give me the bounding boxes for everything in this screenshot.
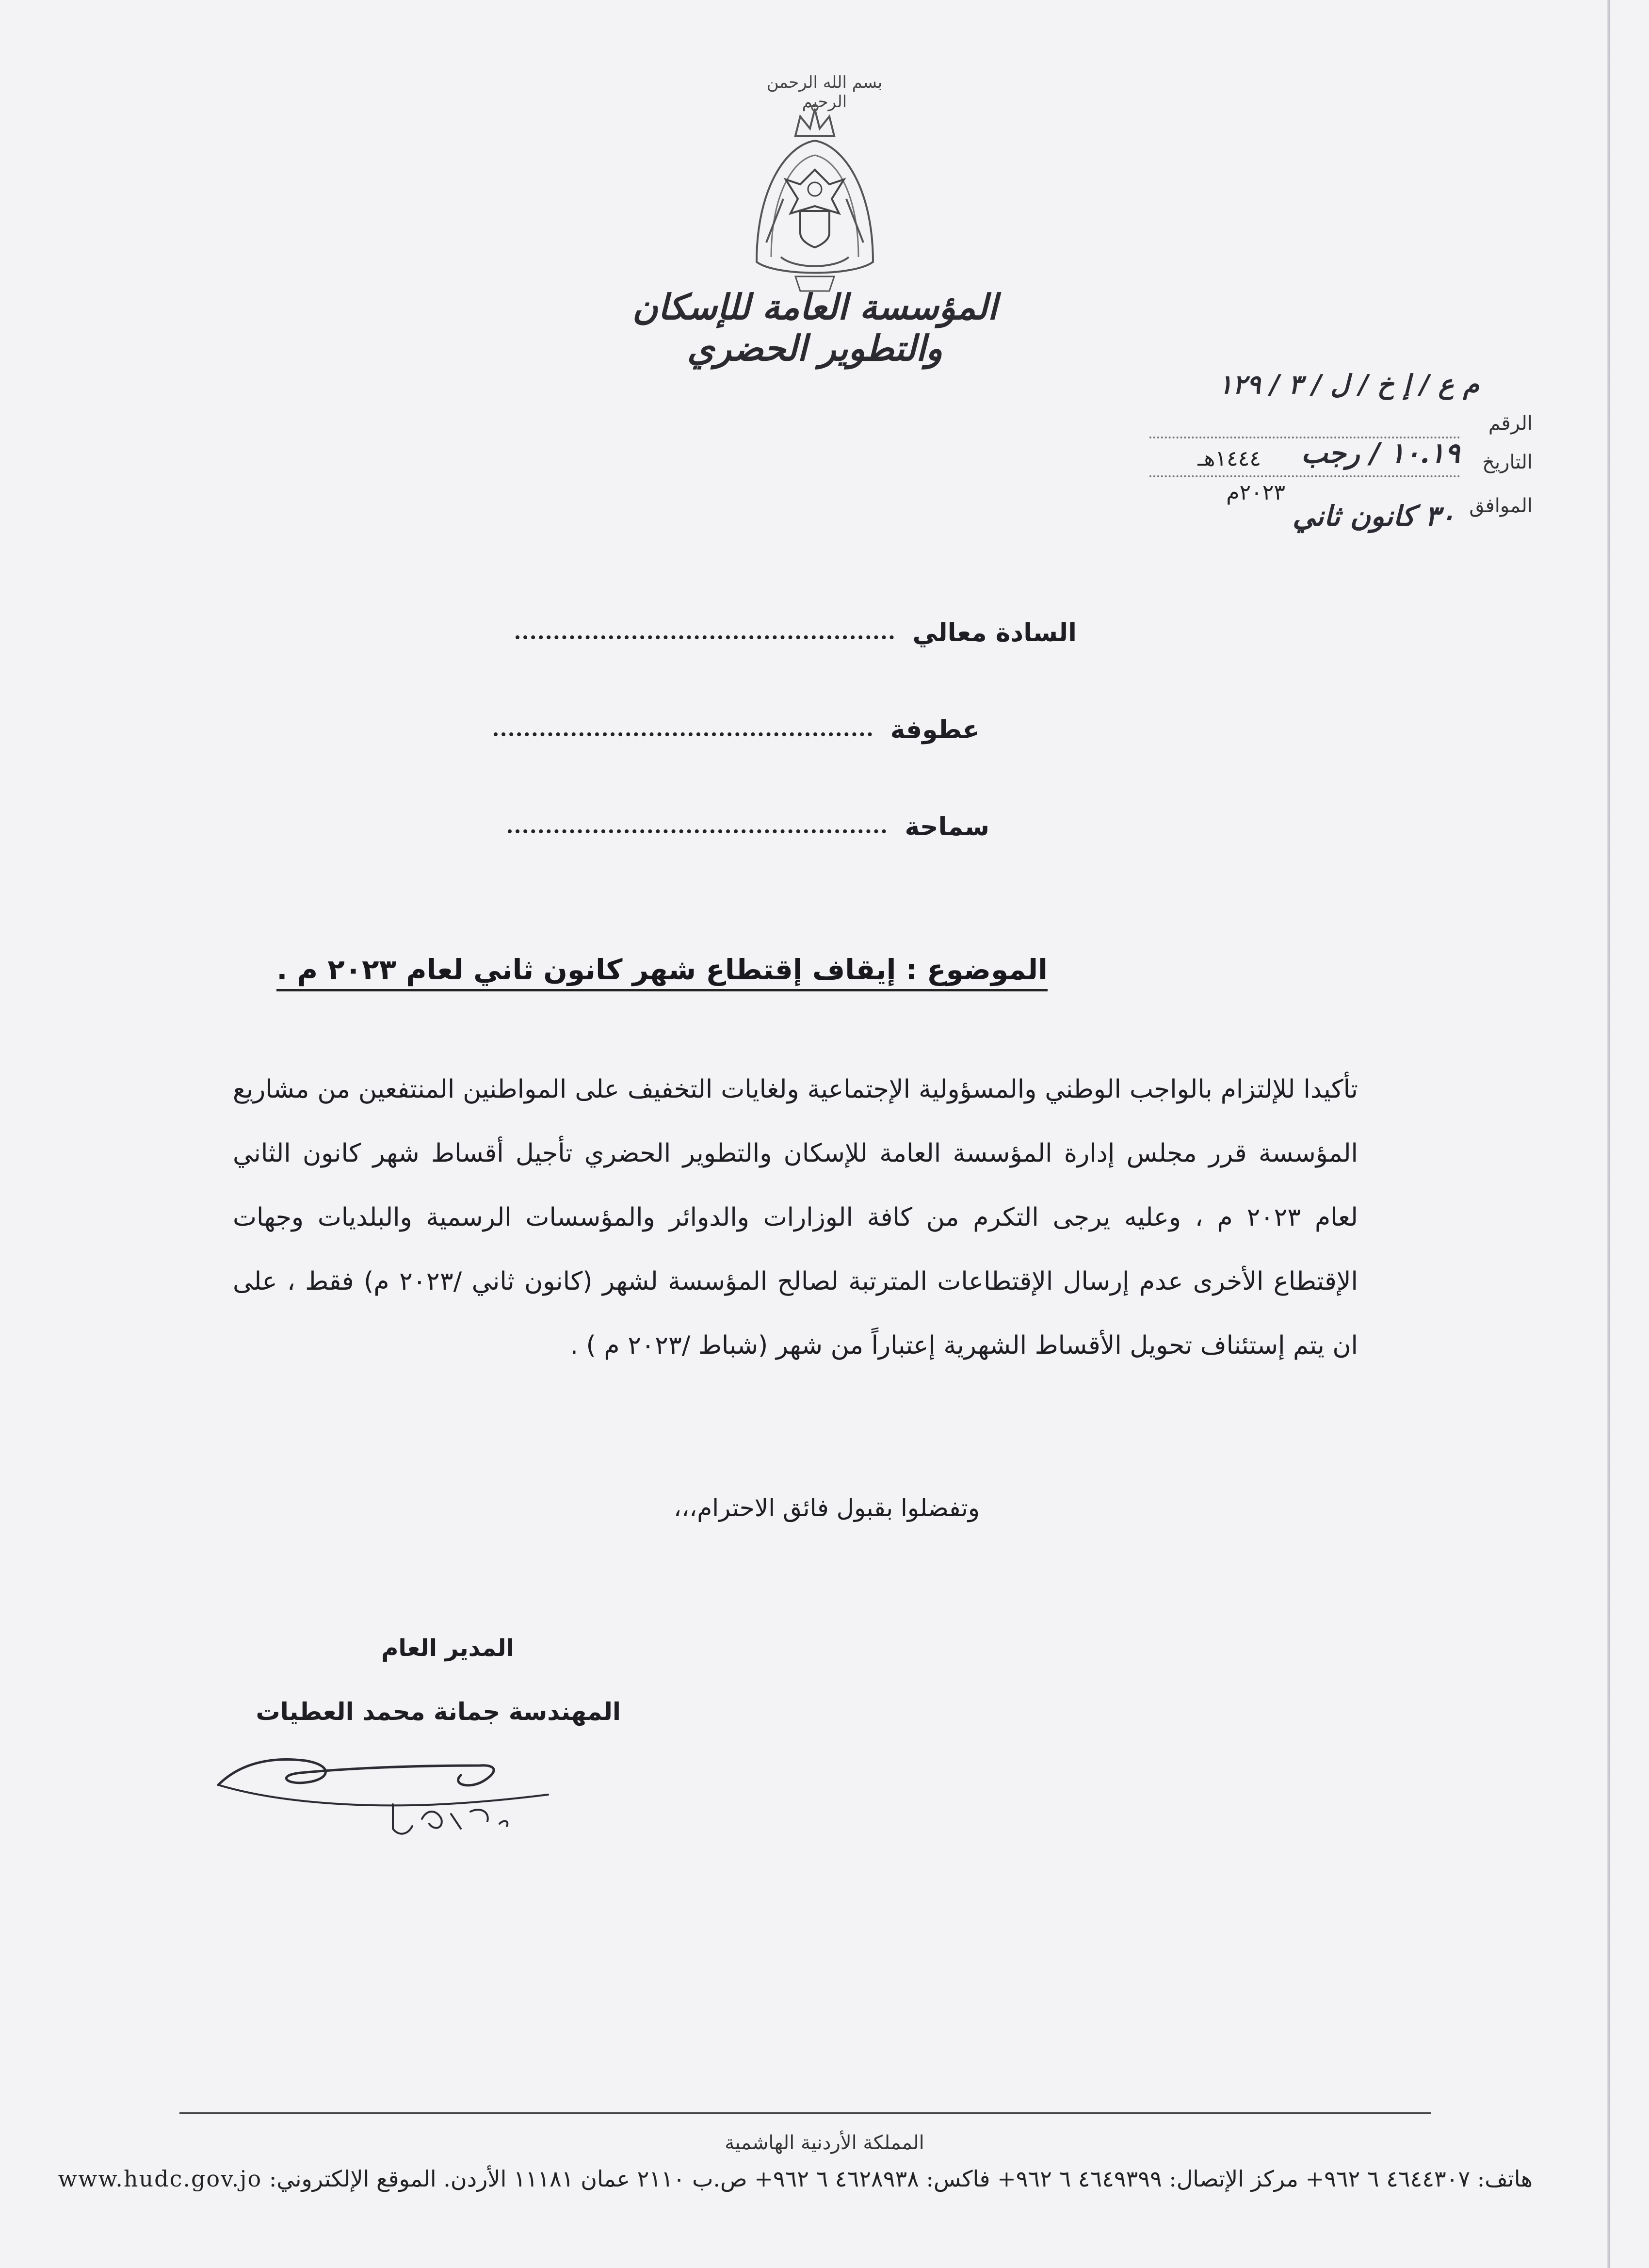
footer-rule: [179, 2112, 1431, 2114]
gregorian-date-row: [1135, 480, 1533, 533]
footer-country: المملكة الأردنية الهاشمية: [725, 2132, 924, 2154]
organization-name: المؤسسة العامة للإسكان والتطوير الحضري: [632, 286, 998, 369]
basmala: بسم الله الرحمن الرحيم: [766, 73, 883, 112]
reference-number-value: م ع / إ خ / ل / ٣ / ١٢٩: [1218, 369, 1479, 400]
page-edge: [1607, 0, 1610, 2268]
addressee-3: [359, 812, 989, 842]
date-hijri-suffix: ١٤٤٤هـ: [1197, 446, 1261, 471]
addressee-dots-2: [494, 732, 872, 736]
closing-line: وتفضلوا بقبول فائق الاحترام،،،: [673, 1494, 980, 1522]
footer-contact: [58, 2166, 1533, 2192]
date-hijri-handwritten: ١٠.١٩ / رجب: [1301, 437, 1460, 470]
date-gregorian-suffix: ٢٠٢٣م: [1226, 480, 1285, 505]
letter-body: تأكيدا للإلتزام بالواجب الوطني والمسؤولية الإجتماعية ولغايات التخفيف على المواطنين المنتفعين من مشاريع المؤسسة قرر مجلس إدارة المؤسسة العامة للإسكان والتطوير الحضري تأجيل أقساط شهر كانون الثاني لعام ٢٠٢٣ م ، وعليه يرجى التكرم من كافة الوزارات والدوائر والمؤسسات الرسمية والبلديات وجهات الإقتطاع الأخرى عدم إرسال الإقتطاعات المترتبة لصالح المؤسسة لشهر (كانون ثاني /٢٠٢٣ م) فقط ، على ان يتم إستئناف تحويل الأقساط الشهرية إعتباراً من شهر (شباط /٢٠٢٣ م ) .: [233, 1075, 1358, 1360]
addressee-1: [446, 618, 1077, 648]
signatory-title: المدير العام: [381, 1635, 514, 1662]
addressee-dots-1: [516, 635, 894, 639]
corresponding-label: الموافق: [1469, 495, 1533, 517]
footer-website-link[interactable]: www.hudc.gov.jo: [58, 2166, 262, 2192]
date-label: التاريخ: [1482, 451, 1533, 473]
date-row: [1135, 437, 1533, 485]
date-dots: [1149, 475, 1460, 477]
date-gregorian-handwritten: ٣٠ كانون ثاني: [1293, 500, 1455, 533]
addressee-dots-3: [508, 829, 886, 833]
addressee-title-3: سماحة: [905, 812, 989, 842]
reference-block: [1135, 369, 1533, 592]
reference-number-label: الرقم: [1488, 412, 1533, 435]
handwritten-signature: [209, 1727, 577, 1843]
addressee-2: [349, 715, 980, 745]
footer-contact-details: هاتف: ٤٦٤٤٣٠٧ ٦ ٩٦٢+ مركز الإتصال: ٤٦٤٩٣٩٩ ٦ ٩٦٢+ فاكس: ٤٦٢٨٩٣٨ ٦ ٩٦٢+ ص.ب ٢١١٠ عمان ١١١٨١ الأردن. الموقع الإلكتروني:: [269, 2166, 1533, 2192]
addressee-title-2: عطوفة: [890, 715, 980, 745]
subject-line: الموضوع : إيقاف إقتطاع شهر كانون ثاني لعام ٢٠٢٣ م .: [276, 953, 1048, 991]
letterhead: [582, 58, 1048, 369]
addressee-title-1: السادة معالي: [912, 618, 1077, 648]
signatory-name: المهندسة جمانة محمد العطيات: [256, 1698, 621, 1726]
